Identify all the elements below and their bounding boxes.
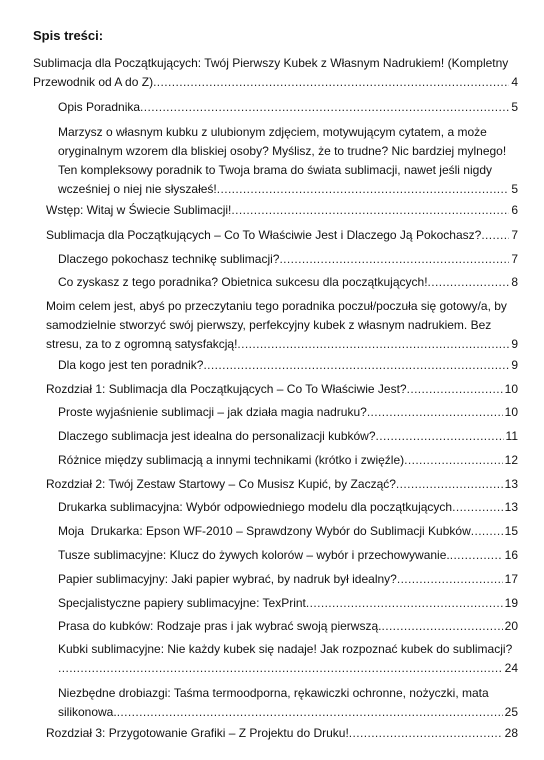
toc-entry-text: Rozdział 2: Twój Zestaw Startowy – Co Musisz Kupić, by Zacząć? <box>46 477 396 491</box>
toc-page-number: 11 <box>505 429 518 443</box>
toc-entry-text: stresu, za to z ogromną satysfakcją! <box>46 337 238 351</box>
toc-entry-text: silikonowa. <box>58 705 117 719</box>
toc-heading: Spis treści: <box>33 28 104 43</box>
toc-leader <box>471 522 503 541</box>
toc-entry-text: Sublimacja dla Początkujących – Co To Właściwie Jest i Dlaczego Ją Pokochasz? <box>46 228 482 242</box>
toc-entry-text: wcześniej o niej nie słyszałeś! <box>58 182 217 196</box>
toc-entry[interactable] <box>58 451 518 470</box>
toc-page-number: 7 <box>511 228 518 242</box>
toc-page-number: 16 <box>504 548 518 562</box>
toc-entry[interactable] <box>58 273 518 292</box>
toc-entry[interactable] <box>58 356 518 375</box>
toc-entry-text: Papier sublimacyjny: Jaki papier wybrać, by nadruk był idealny? <box>58 572 397 586</box>
toc-leader <box>58 659 503 678</box>
toc-entry-text: Dlaczego pokochasz technikę sublimacji? <box>58 252 280 266</box>
toc-entry-text: Co zyskasz z tego poradnika? Obietnica sukcesu dla początkujących! <box>58 275 428 289</box>
toc-page-number: 7 <box>511 252 518 266</box>
toc-page-number: 10 <box>504 405 518 419</box>
toc-entry[interactable] <box>58 250 518 269</box>
toc-entry-text: Prasa do kubków: Rodzaje pras i jak wybrać swoją pierwszą. <box>58 619 382 633</box>
toc-entry-text: Rozdział 1: Sublimacja dla Początkujących – Co To Właściwie Jest? <box>46 382 407 396</box>
toc-page-number: 19 <box>504 596 518 610</box>
toc-page-number: 20 <box>504 619 518 633</box>
toc-leader <box>367 403 503 422</box>
toc-entry-text: Różnice między sublimacją a innymi technikami (krótko i zwięźle) <box>58 453 405 467</box>
toc-leader <box>231 201 509 220</box>
toc-entry[interactable] <box>46 226 518 245</box>
toc-leader <box>217 180 510 199</box>
toc-entry[interactable] <box>58 546 518 565</box>
toc-leader <box>396 475 503 494</box>
toc-leader <box>450 546 503 565</box>
toc-entry[interactable] <box>46 201 518 220</box>
toc-page-number: 24 <box>504 661 518 675</box>
toc-entry[interactable] <box>46 297 518 354</box>
toc-entry[interactable] <box>58 403 518 422</box>
toc-leader <box>407 380 503 399</box>
toc-leader <box>203 356 509 375</box>
toc-page-number: 5 <box>511 182 518 196</box>
toc-page-number: 10 <box>504 382 518 396</box>
toc-page-number: 9 <box>511 337 518 351</box>
toc-entry[interactable] <box>58 640 528 678</box>
toc-page-number: 15 <box>504 524 518 538</box>
toc-leader <box>153 73 509 92</box>
toc-entry-text: samodzielnie stworzyć swój pierwszy, perfekcyjny kubek z własnym nadrukiem. Bez <box>46 318 492 332</box>
toc-leader <box>306 594 503 613</box>
toc-entry-text: Marzysz o własnym kubku z ulubionym zdjęciem, motywującym cytatem, a może <box>58 125 487 139</box>
toc-entry-text: Rozdział 3: Przygotowanie Grafiki – Z Projektu do Druku! <box>46 726 349 740</box>
toc-leader <box>237 335 509 354</box>
toc-entry-text: Dla kogo jest ten poradnik? <box>58 358 204 372</box>
toc-entry[interactable] <box>58 427 518 446</box>
toc-entry[interactable] <box>58 498 518 517</box>
toc-page-number: 8 <box>511 275 518 289</box>
toc-entry-text: Sublimacja dla Początkujących: Twój Pierwszy Kubek z Własnym Nadrukiem! (Kompletny <box>33 56 509 70</box>
toc-entry-text: Proste wyjaśnienie sublimacji – jak działa magia nadruku? <box>58 405 367 419</box>
toc-entry[interactable] <box>58 522 518 541</box>
toc-page-number: 12 <box>504 453 518 467</box>
toc-leader <box>140 98 509 117</box>
toc-entry-text: Moim celem jest, abyś po przeczytaniu tego poradnika poczuł/poczuła się gotowy/a, by <box>46 299 507 313</box>
toc-page-number: 5 <box>511 100 518 114</box>
toc-entry[interactable] <box>46 380 518 399</box>
toc-leader <box>452 498 503 517</box>
toc-leader <box>404 451 503 470</box>
toc-entry-text: oryginalnym wzorem dla bliskiej osoby? Myślisz, że to trudne? Nic bardziej mylnego! <box>58 144 507 158</box>
toc-leader <box>349 724 503 743</box>
toc-entry-text: Tusze sublimacyjne: Klucz do żywych kolorów – wybór i przechowywanie. <box>58 548 450 562</box>
toc-page-number: 4 <box>511 75 518 89</box>
toc-page-number: 13 <box>504 500 518 514</box>
toc-entry-text: Opis Poradnika <box>58 100 141 114</box>
toc-entry-text: Drukarka sublimacyjna: Wybór odpowiedniego modelu dla początkujących <box>58 500 453 514</box>
toc-entry[interactable] <box>58 684 518 722</box>
toc-entry-text: Ten kompleksowy poradnik to Twoja brama do świata sublimacji, nawet jeśli nigdy <box>58 163 492 177</box>
toc-entry-text: Niezbędne drobiazgi: Taśma termoodporna, rękawiczki ochronne, nożyczki, mata <box>58 686 489 700</box>
toc-entry[interactable] <box>58 98 518 117</box>
toc-entry[interactable] <box>58 617 518 636</box>
toc-entry-text: Przewodnik od A do Z) <box>33 75 154 89</box>
toc-leader <box>381 617 502 636</box>
toc-page-number: 13 <box>504 477 518 491</box>
toc-leader <box>481 226 509 245</box>
toc-page-number: 28 <box>504 726 518 740</box>
toc-leader <box>279 250 509 269</box>
toc-entry-text: Moja Drukarka: Epson WF-2010 – Sprawdzony Wybór do Sublimacji Kubków <box>58 524 471 538</box>
toc-page-number: 17 <box>504 572 518 586</box>
toc-entry[interactable] <box>58 570 518 589</box>
toc-entry[interactable] <box>46 724 518 743</box>
toc-entry-text: Wstęp: Witaj w Świecie Sublimacji! <box>46 203 232 217</box>
toc-entry-text: Dlaczego sublimacja jest idealna do personalizacji kubków? <box>58 429 376 443</box>
toc-entry[interactable] <box>33 54 518 92</box>
toc-page-number: 9 <box>511 358 518 372</box>
toc-page-number: 25 <box>504 705 518 719</box>
toc-entry[interactable] <box>58 594 518 613</box>
toc-leader <box>397 570 503 589</box>
toc-leader <box>376 427 504 446</box>
toc-entry-text: Kubki sublimacyjne: Nie każdy kubek się nadaje! Jak rozpoznać kubek do sublimacji? <box>58 642 513 656</box>
toc-entry[interactable] <box>58 123 518 199</box>
toc-page-number: 6 <box>511 203 518 217</box>
toc-leader <box>117 703 503 722</box>
toc-leader <box>428 273 510 292</box>
toc-entry[interactable] <box>46 475 518 494</box>
toc-entry-text: Specjalistyczne papiery sublimacyjne: TexPrint <box>58 596 306 610</box>
